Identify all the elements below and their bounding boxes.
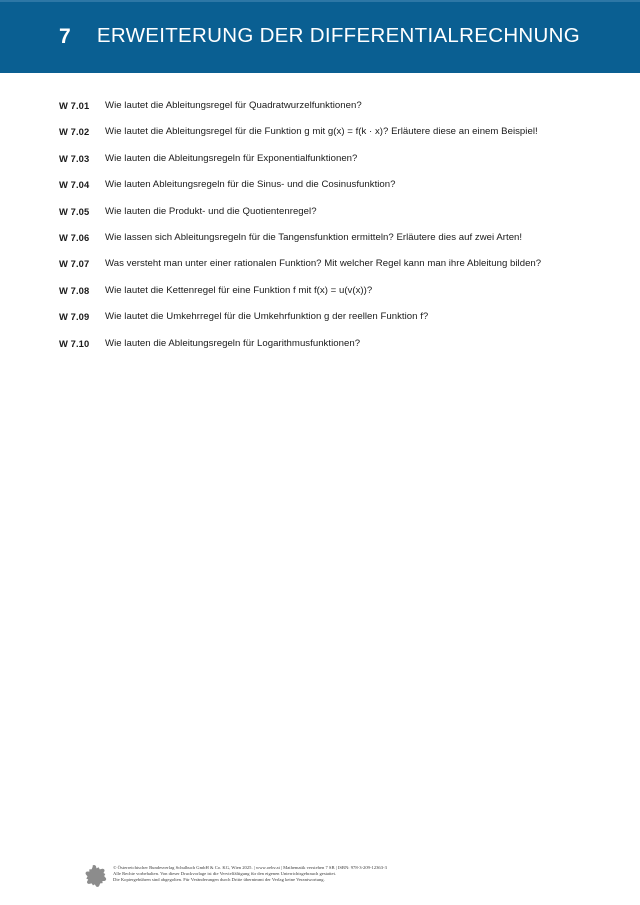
chapter-header-banner — [0, 0, 640, 73]
question-label: W 7.07 — [59, 258, 90, 270]
question-row — [59, 257, 599, 271]
puzzle-piece-icon — [82, 862, 108, 888]
question-row — [59, 152, 599, 166]
question-text: Wie lautet die Ableitungsregel für Quadratwurzelfunktionen? — [105, 100, 362, 111]
footer-line-3: Die Kopiergebühren sind abgegolten. Für Veränderungen durch Dritte übernimmt der Verlag keine Verantwortung. — [113, 876, 325, 882]
question-label: W 7.05 — [59, 205, 90, 217]
question-label: W 7.06 — [59, 231, 90, 243]
footer-line-1: © Österreichischer Bundesverlag Schulbuch GmbH & Co. KG, Wien 2025. | www.oebv.at | Mathematik verstehen 7 SB | ISBN: 978-3-209-12363-3 — [113, 865, 387, 870]
question-text: Wie lauten die Produkt- und die Quotientenregel? — [105, 205, 317, 217]
question-label: W 7.08 — [59, 284, 90, 296]
question-text: Wie lauten die Ableitungsregeln für Exponentialfunktionen? — [105, 152, 358, 164]
question-label: W 7.04 — [59, 179, 90, 191]
question-label: W 7.03 — [59, 152, 90, 164]
question-row — [59, 125, 599, 139]
question-text: Wie lauten die Ableitungsregeln für Logarithmusfunktionen? — [105, 337, 361, 349]
footer-line-2: Alle Rechte vorbehalten. Von dieser Druckvorlage ist die Vervielfältigung für den eigenen Unterrichtsgebrauch gestattet. — [113, 870, 337, 876]
question-row — [59, 337, 599, 351]
question-row — [59, 205, 599, 219]
question-row — [59, 231, 599, 245]
question-label: W 7.01 — [59, 100, 90, 111]
question-label: W 7.09 — [59, 311, 90, 323]
question-text: Was versteht man unter einer rationalen Funktion? Mit welcher Regel kann man ihre Ableitung bilden? — [105, 258, 542, 270]
question-text: Wie lautet die Ableitungsregel für die Funktion g mit g(x) = f(k · x)? Erläutere diese an einem Beispiel! — [105, 126, 538, 138]
question-text: Wie lauten Ableitungsregeln für die Sinus- und die Cosinusfunktion? — [105, 179, 396, 191]
question-row — [59, 284, 599, 298]
question-row — [59, 178, 599, 192]
question-text: Wie lassen sich Ableitungsregeln für die Tangensfunktion ermitteln? Erläutere dies auf zwei Arten! — [105, 231, 523, 243]
page-footer — [82, 861, 562, 888]
question-row — [59, 310, 599, 324]
chapter-number: 7 — [59, 25, 71, 48]
question-label: W 7.10 — [59, 337, 90, 349]
question-list — [59, 99, 599, 363]
page-title: ERWEITERUNG DER DIFFERENTIALRECHNUNG — [96, 24, 580, 48]
question-text: Wie lautet die Kettenregel für eine Funktion f mit f(x) = u(v(x))? — [105, 284, 373, 296]
question-text: Wie lautet die Umkehrregel für die Umkehrfunktion g der reellen Funktion f? — [105, 311, 429, 323]
footer-copyright-text — [113, 861, 562, 883]
question-label: W 7.02 — [59, 126, 90, 138]
question-row — [59, 99, 599, 113]
